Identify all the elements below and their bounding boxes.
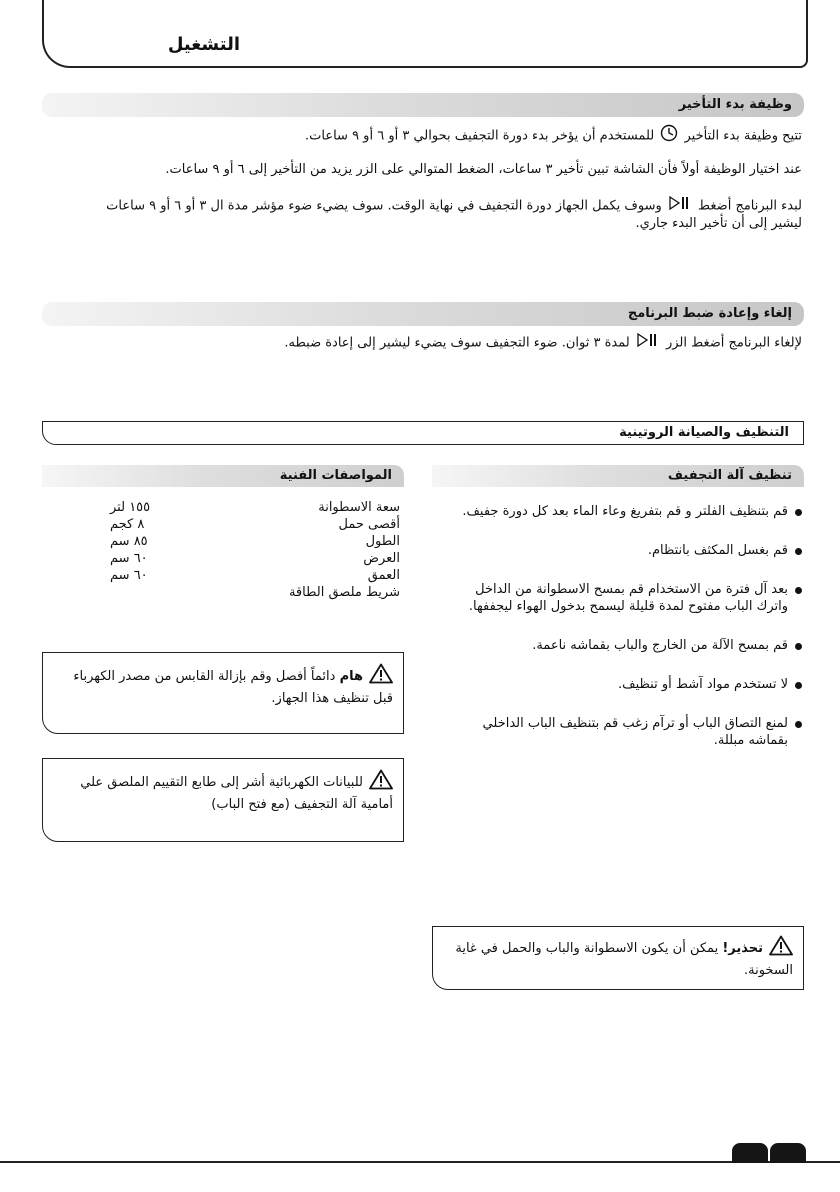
dryer-cleaning-title: تنظيف آلة التجفيف <box>667 468 792 483</box>
spec-value: ٦٠ سم <box>110 551 148 566</box>
list-item: لمنع التصاق الباب أو ترآم زغب قم بتنظيف الباب الداخلي بقماشه مبللة. <box>440 715 802 749</box>
delay-p1-before: تتيح وظيفة بدء التأخير <box>684 128 802 144</box>
warning-label: تحذير! <box>722 941 763 956</box>
delay-paragraph-2: عند اختيار الوظيفة أولاً فأن الشاشة تبين تأخير ٣ ساعات، الضغط المتوالي على الزر يزيد من التأخير إلى ٦ أو ٩ ساعات. <box>165 162 802 177</box>
list-item: لا تستخدم مواد آشط أو تنظيف. <box>440 676 802 693</box>
spec-value: ٨٥ سم <box>110 534 148 549</box>
page-title: التشغيل <box>167 34 240 55</box>
important-text: دائماً أفصل وقم بإزالة القابس من مصدر الكهرباء قبل تنظيف هذا الجهاز. <box>73 669 393 706</box>
dryer-cleaning-header <box>432 465 804 487</box>
table-row <box>110 500 400 516</box>
electrical-note-text: للبيانات الكهربائية أشر إلى طابع التقييم الملصق علي أمامية آلة التجفيف (مع فتح الباب) <box>80 775 393 812</box>
start-pause-icon <box>636 333 660 353</box>
spec-value: ٦٠ سم <box>110 568 148 583</box>
table-row <box>110 585 400 601</box>
specs-title: المواصفات الفنية <box>279 468 392 483</box>
delay-p3-after: وسوف يكمل الجهاز دورة التجفيف في نهاية الوقت. سوف يضيء ضوء مؤشر مدة ال ٣ أو ٦ أو ٩ ساعات <box>106 198 662 214</box>
delay-paragraph-3-line-2: ليشير إلى أن تأخير البدء جاري. <box>635 216 802 231</box>
delay-start-title: وظيفة بدء التأخير <box>678 97 792 112</box>
warning-icon <box>769 935 793 962</box>
spec-label: الطول <box>365 534 400 549</box>
warning-icon <box>369 769 393 796</box>
table-row <box>110 534 400 550</box>
delay-p1-after: للمستخدم أن يؤخر بدء دورة التجفيف بحوالي ٣ أو ٦ أو ٩ ساعات. <box>304 128 655 144</box>
cancel-p1-before: لإلغاء البرنامج أضغط الزر <box>665 335 802 351</box>
cancel-p1-after: لمدة ٣ ثوان. ضوء التجفيف سوف يضيء ليشير إلى إعادة ضبطه. <box>284 335 630 351</box>
spec-value: ١٥٥ لتر <box>110 500 151 515</box>
electrical-note-box <box>42 758 404 842</box>
spec-label: العمق <box>367 568 400 583</box>
cancel-reset-header <box>42 302 804 326</box>
page-tab <box>770 1143 806 1163</box>
cleaning-maintenance-header <box>42 421 804 445</box>
table-row <box>110 551 400 567</box>
specs-table <box>110 500 400 610</box>
list-item: قم بمسح الآلة من الخارج والباب بقماشه ناعمة. <box>440 637 802 654</box>
delay-p3-before: لبدء البرنامج أضغط <box>698 198 802 214</box>
page-tab <box>732 1143 768 1163</box>
warning-text: يمكن أن يكون الاسطوانة والباب والحمل في غاية السخونة. <box>455 941 793 978</box>
specs-header <box>42 465 404 487</box>
delay-start-header <box>42 93 804 117</box>
list-item: قم بغسل المكثف بانتظام. <box>440 542 802 559</box>
spec-label: أقصى حمل <box>338 517 400 532</box>
spec-value: ٨ كجم <box>110 517 145 532</box>
list-item: بعد آل فترة من الاستخدام قم بمسح الاسطوانة من الداخل واترك الباب مفتوح لمدة قليلة ليسمح بدخول الهواء ليجففها. <box>440 581 802 615</box>
cancel-paragraph <box>284 333 802 353</box>
spec-label: العرض <box>363 551 400 566</box>
warning-icon <box>369 663 393 690</box>
table-row <box>110 568 400 584</box>
spec-label: سعة الاسطوانة <box>318 500 400 515</box>
delay-paragraph-3 <box>106 196 802 216</box>
delay-start-icon <box>660 124 678 148</box>
dryer-cleaning-list <box>440 503 802 771</box>
important-label: هام <box>339 669 363 684</box>
start-pause-icon <box>668 196 692 216</box>
cancel-reset-title: إلغاء وإعادة ضبط البرنامج <box>627 306 792 321</box>
spec-label: شريط ملصق الطاقة <box>288 585 400 600</box>
important-note-box <box>42 652 404 734</box>
list-item: قم بتنظيف الفلتر و قم بتفريغ وعاء الماء بعد كل دورة جفيف. <box>440 503 802 520</box>
footer-rule <box>0 1161 840 1163</box>
hot-warning-box <box>432 926 804 990</box>
cleaning-maintenance-title: التنظيف والصيانة الروتينية <box>619 425 789 440</box>
delay-paragraph-1 <box>305 124 802 148</box>
table-row <box>110 517 400 533</box>
